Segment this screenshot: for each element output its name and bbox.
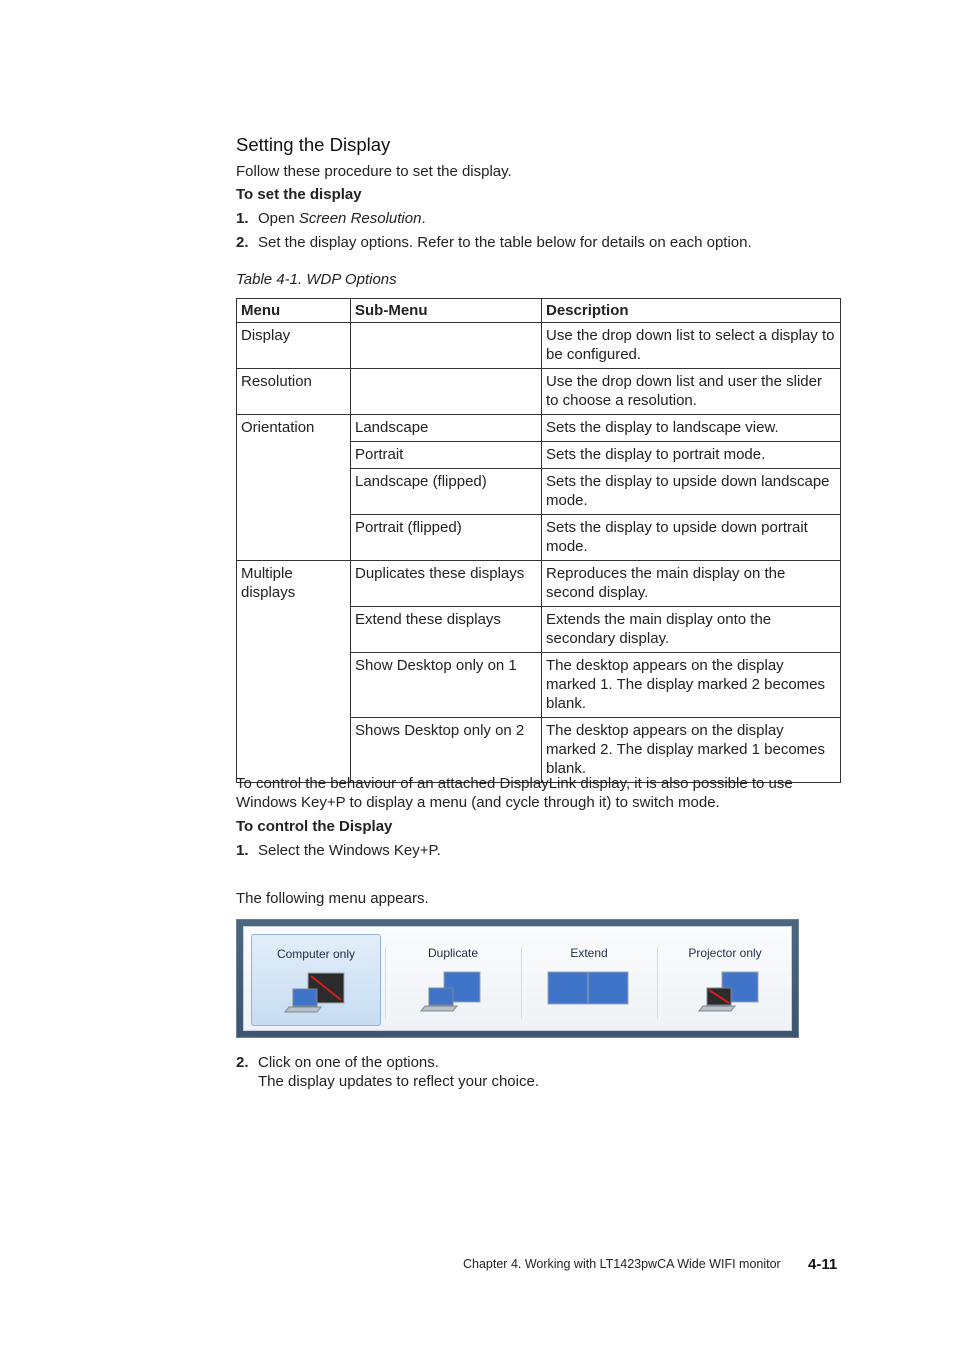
step-number: 1.	[236, 210, 249, 227]
control-paragraph: To control the behaviour of an attached DisplayLink display, it is also possible to use Windows Key+P to display a menu (and cycle through it) to switch mode.	[236, 775, 793, 811]
submenu-cell: Portrait (flipped)	[351, 515, 542, 561]
two-monitors-icon	[524, 964, 654, 1020]
menu-appears-text: The following menu appears.	[236, 890, 429, 907]
control-step-2	[236, 1053, 439, 1072]
table-header-row	[237, 299, 841, 323]
menu-cell: Multiple displays	[237, 561, 351, 783]
step-text-suffix: .	[421, 210, 426, 227]
option-extend[interactable]	[524, 934, 654, 1026]
table-row	[237, 323, 841, 369]
submenu-cell: Landscape (flipped)	[351, 469, 542, 515]
column-header: Description	[542, 299, 841, 323]
wdp-options-table	[236, 298, 841, 783]
table-row	[237, 415, 841, 442]
column-header: Sub-Menu	[351, 299, 542, 323]
laptop-with-monitor-icon	[388, 964, 518, 1020]
control-step-1	[236, 841, 441, 860]
description-cell: Sets the display to landscape view.	[542, 415, 841, 442]
table-row	[237, 369, 841, 415]
option-computer-only[interactable]	[251, 934, 381, 1026]
menu-cell: Display	[237, 323, 351, 369]
subhead-control-display: To control the Display	[236, 818, 393, 835]
control-step-2-result: The display updates to reflect your choice.	[258, 1073, 539, 1090]
option-separator	[521, 947, 522, 1019]
option-duplicate[interactable]	[388, 934, 518, 1026]
step-2	[236, 233, 752, 252]
option-label: Projector only	[688, 946, 762, 960]
table-row	[237, 561, 841, 607]
step-text-emphasis: Screen Resolution	[298, 210, 422, 227]
description-cell: Extends the main display onto the secondary display.	[542, 607, 841, 653]
step-number: 2.	[236, 1054, 249, 1071]
laptop-with-disabled-monitor-icon	[252, 965, 382, 1021]
step-number: 2.	[236, 234, 249, 251]
option-label: Duplicate	[427, 946, 479, 960]
page-number: 4-11	[808, 1256, 838, 1273]
submenu-cell: Portrait	[351, 442, 542, 469]
subhead-set-display: To set the display	[236, 186, 362, 203]
step-1	[236, 209, 426, 228]
step-text-prefix: Open	[258, 210, 299, 227]
menu-cell: Orientation	[237, 415, 351, 561]
option-separator	[385, 947, 386, 1019]
description-cell: Sets the display to upside down portrait mode.	[542, 515, 841, 561]
description-cell: Use the drop down list and user the slider to choose a resolution.	[542, 369, 841, 415]
description-cell: Use the drop down list to select a display to be configured.	[542, 323, 841, 369]
step-text: Click on one of the options.	[258, 1054, 439, 1071]
column-header: Menu	[237, 299, 351, 323]
section-heading: Setting the Display	[236, 134, 391, 155]
description-cell: The desktop appears on the display marked 2. The display marked 1 becomes blank.	[542, 718, 841, 783]
display-switch-menu	[243, 926, 792, 1031]
submenu-cell: Duplicates these displays	[351, 561, 542, 607]
display-switch-menu-screenshot	[236, 919, 799, 1038]
intro-text: Follow these procedure to set the display.	[236, 163, 512, 180]
submenu-cell: Show Desktop only on 1	[351, 653, 542, 718]
submenu-cell: Extend these displays	[351, 607, 542, 653]
step-text: Set the display options. Refer to the table below for details on each option.	[258, 234, 752, 251]
option-separator	[657, 947, 658, 1019]
option-label: Extend	[570, 946, 608, 960]
table-caption: Table 4-1. WDP Options	[236, 271, 397, 288]
step-number: 1.	[236, 842, 249, 859]
option-label: Computer only	[276, 947, 356, 961]
menu-cell: Resolution	[237, 369, 351, 415]
disabled-laptop-with-monitor-icon	[660, 964, 790, 1020]
description-cell: The desktop appears on the display marked 1. The display marked 2 becomes blank.	[542, 653, 841, 718]
option-projector-only[interactable]	[660, 934, 790, 1026]
submenu-cell	[351, 323, 542, 369]
description-cell: Sets the display to portrait mode.	[542, 442, 841, 469]
footer-chapter: Chapter 4. Working with LT1423pwCA Wide WIFI monitor	[463, 1257, 781, 1271]
step-text: Select the Windows Key+P.	[258, 842, 441, 859]
submenu-cell: Landscape	[351, 415, 542, 442]
submenu-cell	[351, 369, 542, 415]
submenu-cell: Shows Desktop only on 2	[351, 718, 542, 783]
description-cell: Sets the display to upside down landscape mode.	[542, 469, 841, 515]
description-cell: Reproduces the main display on the second display.	[542, 561, 841, 607]
